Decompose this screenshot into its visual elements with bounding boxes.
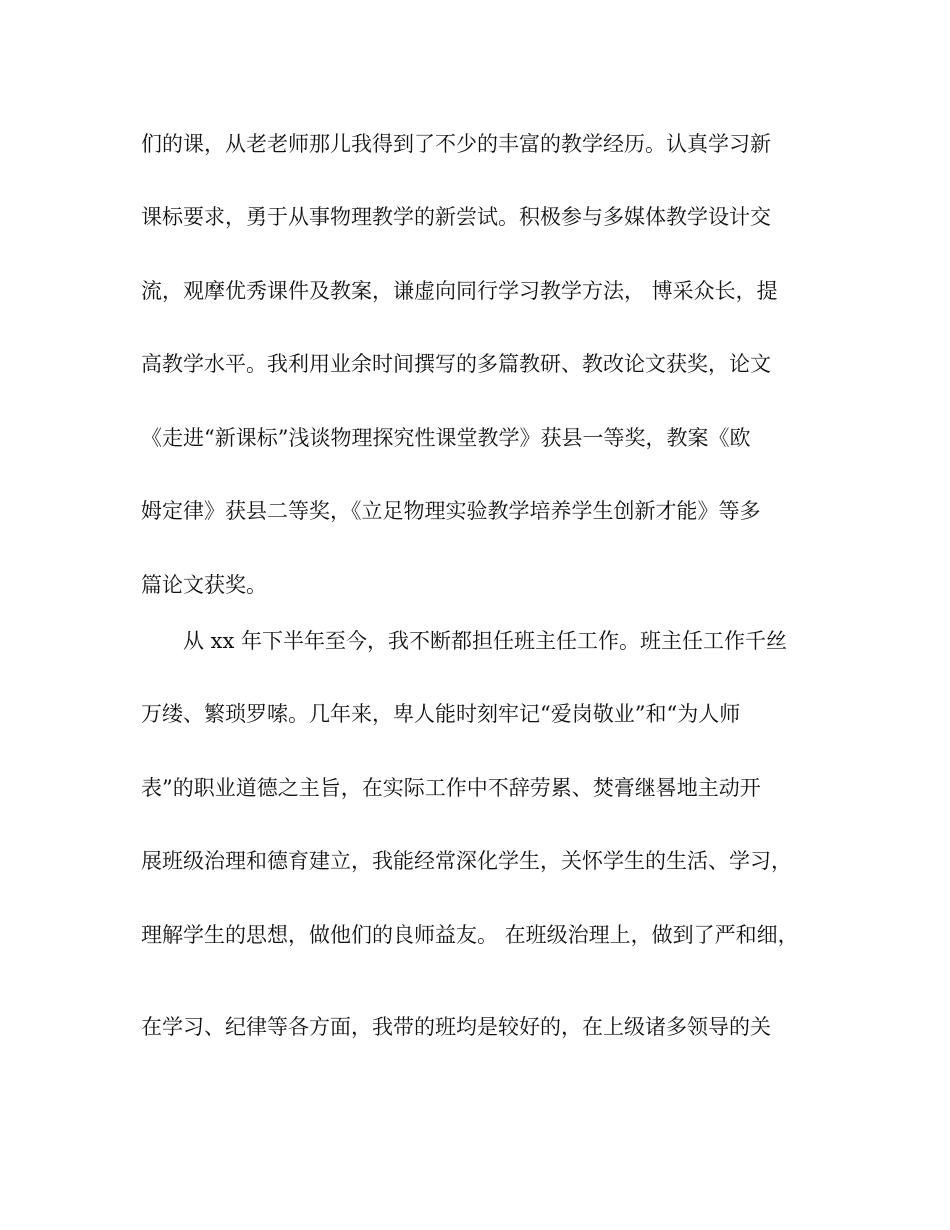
text-line-9: 万缕、繁琐罗嗦。几年来，卑人能时刻牢记“爱岗敬业”和“为人师 bbox=[141, 702, 741, 726]
text-line-4: 高教学水平。我利用业余时间撰写的多篇教研、教改论文获奖，论文 bbox=[141, 352, 771, 376]
text-line-11: 展班级治理和德育建立，我能经常深化学生，关怀学生的生活、学习， bbox=[141, 849, 792, 873]
text-line-13: 在学习、纪律等各方面，我带的班均是较好的，在上级诸多领导的关 bbox=[141, 1015, 771, 1039]
text-line-5: 《走进“新课标”浅谈物理探究性课堂教学》获县一等奖，教案《欧 bbox=[141, 426, 751, 450]
text-line-2: 课标要求，勇于从事物理教学的新尝试。积极参与多媒体教学设计交 bbox=[141, 205, 771, 229]
text-line-6: 姆定律》获县二等奖，《立足物理实验教学培养学生创新才能》等多 bbox=[141, 499, 761, 523]
text-line-1: 们的课，从老老师那儿我得到了不少的丰富的教学经历。认真学习新 bbox=[141, 132, 771, 156]
text-line-8: 从 xx 年下半年至今，我不断都担任班主任工作。班主任工作千丝 bbox=[183, 629, 788, 653]
text-line-7: 篇论文获奖。 bbox=[141, 573, 267, 597]
text-line-10: 表”的职业道德之主旨，在实际工作中不辞劳累、焚膏继晷地主动开 bbox=[141, 776, 761, 800]
text-line-3: 流，观摩优秀课件及教案，谦虚向同行学习教学方法， 博采众长，提 bbox=[141, 279, 778, 303]
text-line-12: 理解学生的思想，做他们的良师益友。 在班级治理上，做到了严和细， bbox=[141, 923, 799, 947]
